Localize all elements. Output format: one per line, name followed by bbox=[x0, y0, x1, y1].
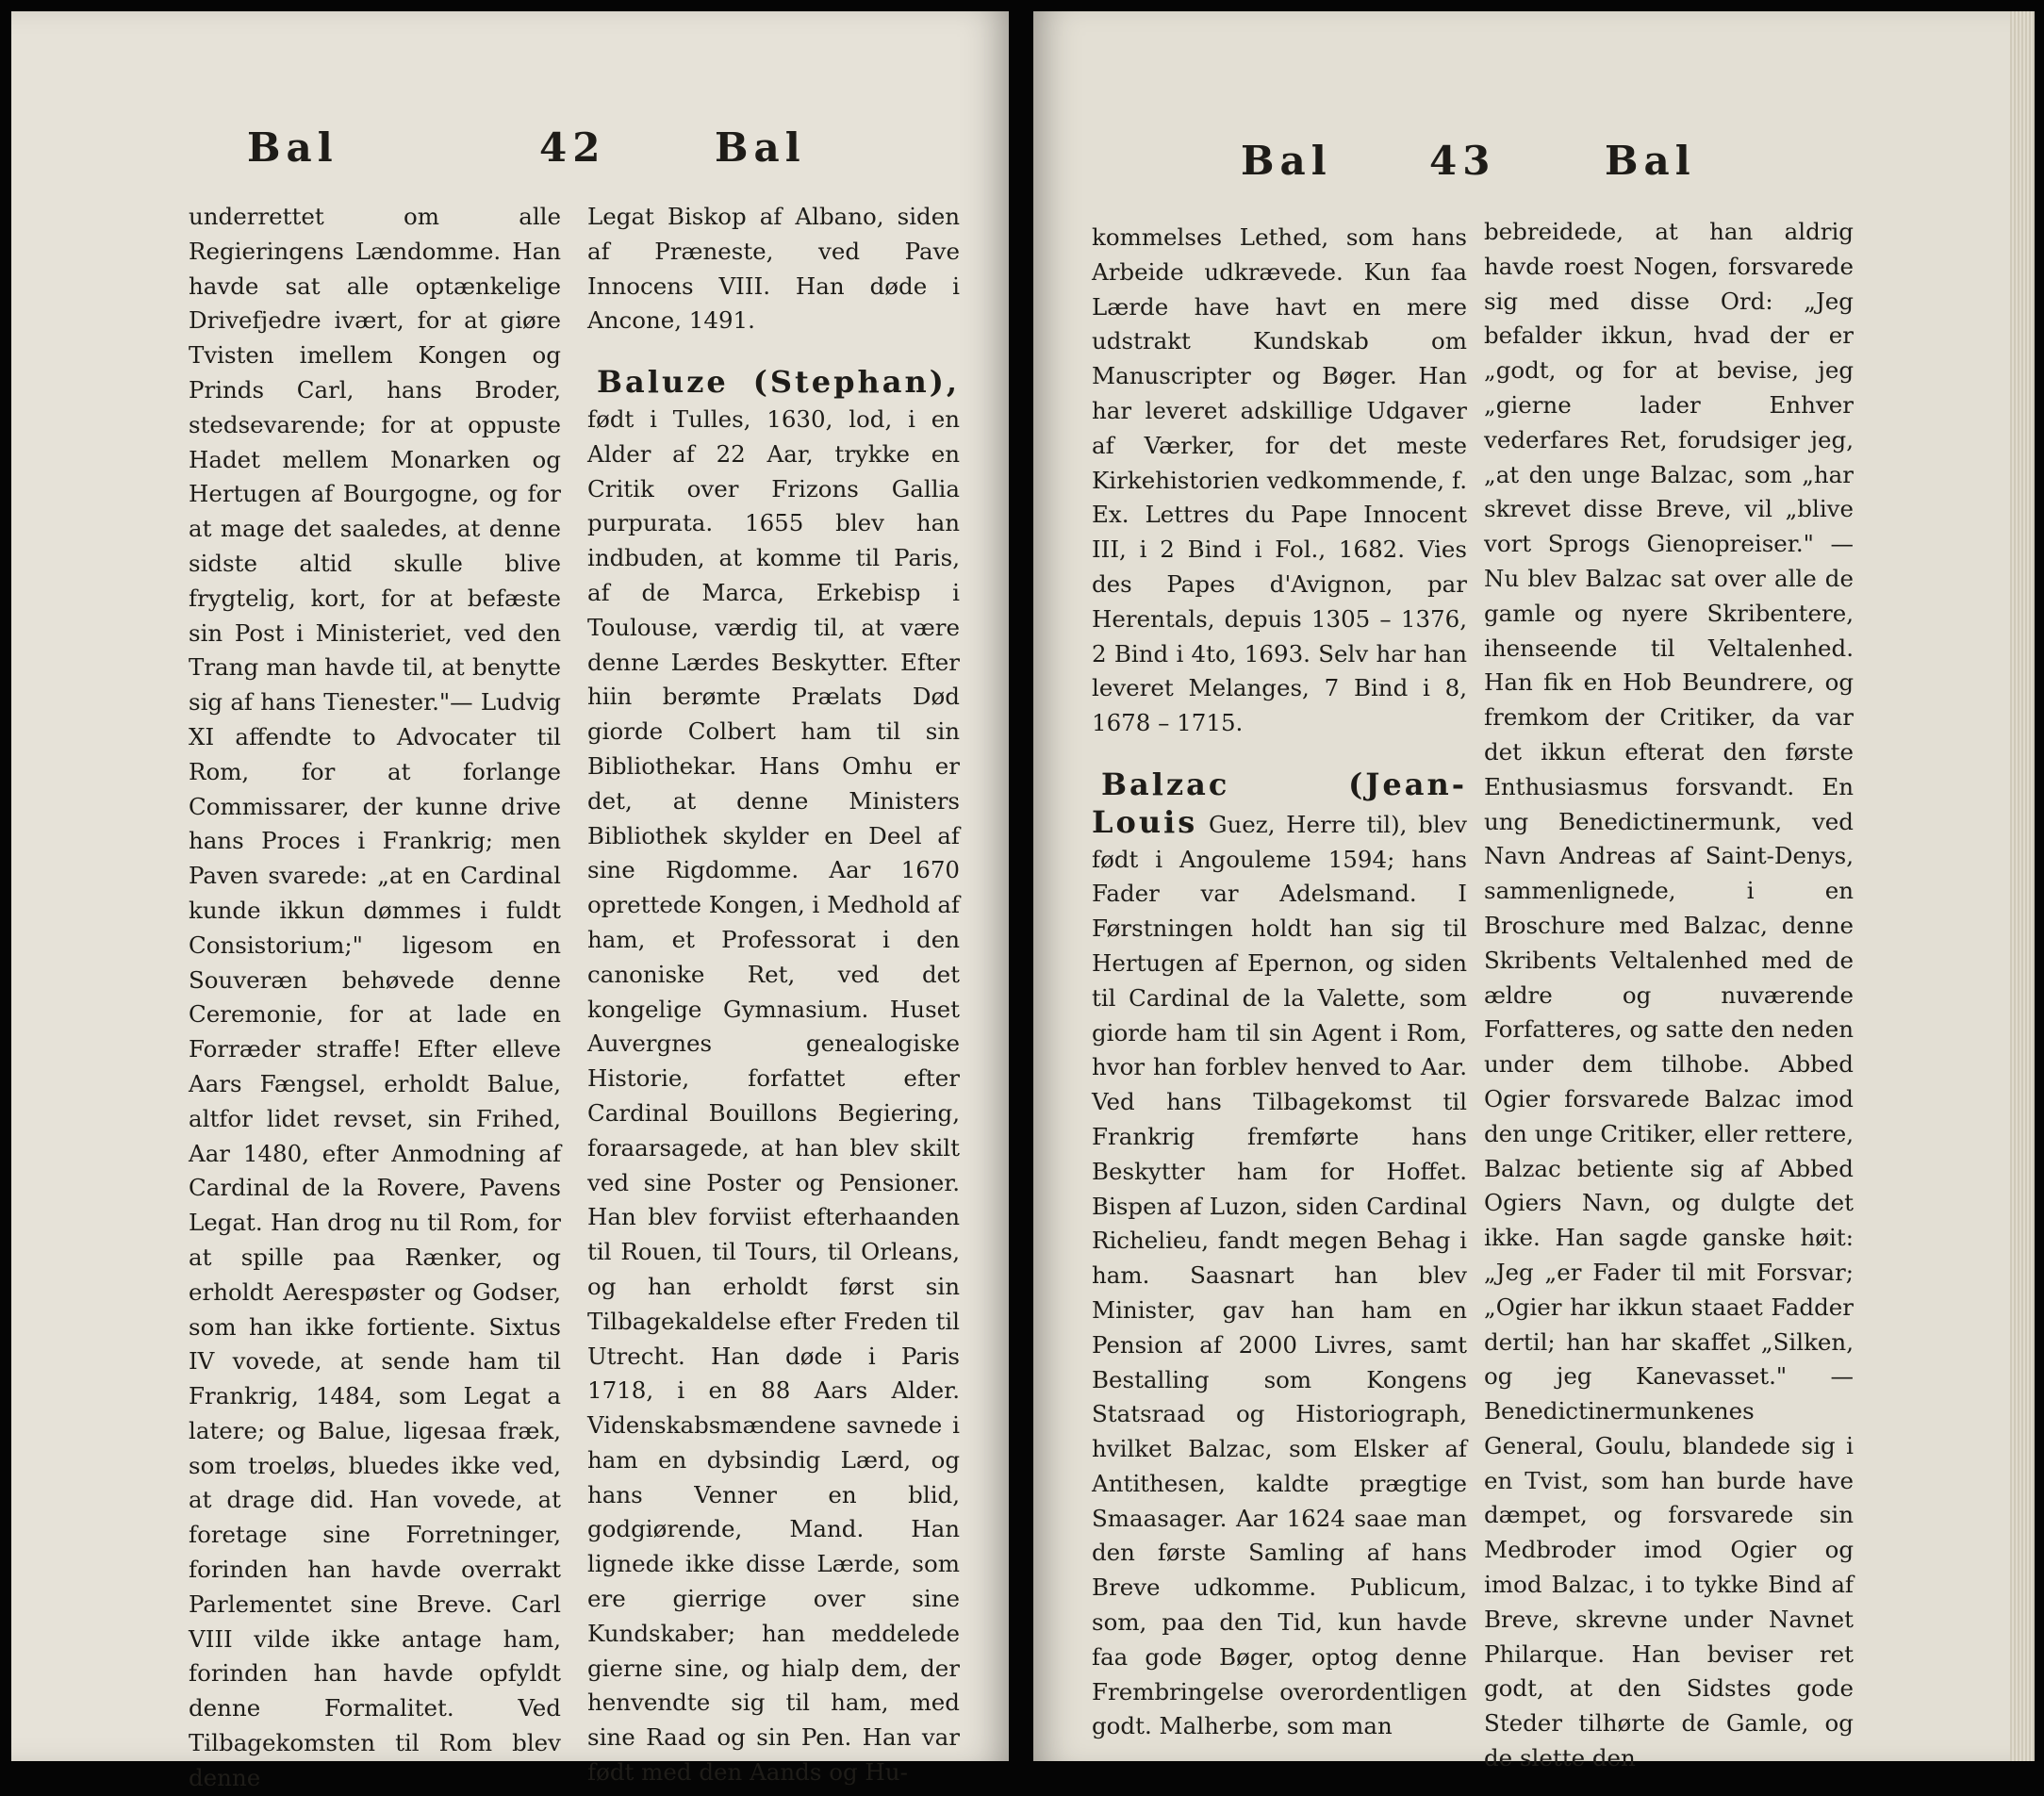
left-col2-intro: Legat Biskop af Albano, siden af Præneste, ved Pave Innocens VIII. Han døde i Ancone, 1491. bbox=[587, 203, 960, 335]
right-column-2 bbox=[1484, 215, 1854, 1776]
left-column-1 bbox=[189, 200, 561, 1796]
right-header-word-right: Bal bbox=[1605, 138, 1696, 184]
left-header-word: Bal bbox=[247, 124, 338, 171]
right-col1-intro: kommelses Lethed, som hans Arbeide udkrævede. Kun faa Lærde have havt en mere udstrakt Kundskab om Manuscripter og Bøger. Han har leveret adskillige Udgaver af Værker, for det meste Kirkehistorien vedkommende, f. Ex. Lettres du Pape Innocent III, i 2 Bind i Fol., 1682. Vies des Papes d'Avignon, par Herentals, depuis 1305 – 1376, 2 Bind i 4to, 1693. Selv har han leveret Melanges, 7 Bind i 8, 1678 – 1715. bbox=[1092, 223, 1467, 737]
entry-balzac-body: Guez, Herre til), blev født i Angouleme 1594; hans Fader var Adelsmand. I Førstningen holdt han sig til Hertugen af Epernon, og siden til Cardinal de la Valette, som giorde ham til sin Agent i Rom, hvor han forblev henved to Aar. Ved hans Tilbagekomst til Frankrig fremførte hans Beskytter ham for Hoffet. Bispen af Luzon, siden Cardinal Richelieu, fandt megen Behag i ham. Saasnart han blev Minister, gav han ham en Pension af 2000 Livres, samt Bestalling som Kongens Statsraad og Historiograph, hvilket Balzac, som Elsker af Antithesen, kaldte prægtige Smaasager. Aar 1624 saae man den første Samling af hans Breve udkomme. Publicum, som, paa den Tid, kun havde faa gode Bøger, optog denne Frembringelse overordentligen godt. Malherbe, som man bbox=[1092, 810, 1467, 1740]
right-running-header bbox=[1033, 138, 2035, 204]
left-running-header bbox=[11, 124, 1009, 190]
right-page bbox=[1033, 11, 2035, 1772]
entry-baluze bbox=[587, 365, 960, 1790]
entry-baluze-body: født i Tulles, 1630, lod, i en Alder af 22 Aar, trykke en Critik over Frizons Gallia purpurata. 1655 blev han indbuden, at komme til Paris, af de Marca, Erkebisp i Toulouse, værdig til, at være denne Lærdes Beskytter. Efter hiin berømte Prælats Død giorde Colbert ham til sin Bibliothekar. Hans Omhu er det, at denne Ministers Bibliothek skylder en Deel af sine Rigdomme. Aar 1670 oprettede Kongen, i Medhold af ham, et Professorat i den canoniske Ret, ved det kongelige Gymnasium. Huset Auvergnes genealogiske Historie, forfattet efter Cardinal Bouillons Begiering, foraarsagede, at han blev skilt ved sine Poster og Pensioner. Han blev forviist efterhaanden til Rouen, til Tours, til Orleans, og han erholdt først sin Tilbagekaldelse efter Freden til Utrecht. Han døde i Paris 1718, i en 88 Aars Alder. Videnskabsmændene savnede i ham en dybsindig Lærd, og hans Venner en blid, godgiørende, Mand. Han lignede ikke disse Lærde, som ere gierrige over sine Kundskaber; han meddelede gierne sine, og hialp dem, der henvendte sig til ham, med sine Raad og sin Pen. Han var født med den Aands og Hu- bbox=[587, 404, 960, 1787]
page-edge bbox=[2010, 11, 2035, 1761]
right-column-1 bbox=[1092, 221, 1467, 1744]
entry-balzac-head: Balzac (Jean-Louis bbox=[1092, 766, 1467, 840]
left-col1-text: underrettet om alle Regieringens Lændomme. Han havde sat alle optænkelige Drivefjedre ivært, for at giøre Tvisten imellem Kongen og Prinds Carl, hans Broder, stedsevarende; for at oppuste Hadet mellem Monarken og Hertugen af Bourgogne, og for at mage det saaledes, at denne sidste altid skulle blive frygtelig, kort, for at befæste sin Post i Ministeriet, ved den Trang man havde til, at benytte sig af hans Tienester."— Ludvig XI affendte to Advocater til Rom, for at forlange Commissarer, der kunne drive hans Proces i Frankrig; men Paven svarede: „at en Cardinal kunde ikkun dømmes i fuldt Consistorium;" ligesom en Souveræn behøvede denne Ceremonie, for at lade en Forræder straffe! Efter elleve Aars Fængsel, erholdt Balue, altfor lidet revset, sin Frihed, Aar 1480, efter Anmodning af Cardinal de la Rovere, Pavens Legat. Han drog nu til Rom, for at spille paa Rænker, og erholdt Aerespøster og Godser, som han ikke fortiente. Sixtus IV vovede, at sende ham til Frankrig, 1484, som Legat a latere; og Balue, ligesaa fræk, som troeløs, bluedes ikke ved, at drage did. Han vovede, at foretage sine Forretninger, forinden han havde overrakt Parlementet sine Breve. Carl VIII vilde ikke antage ham, forinden han havde opfyldt denne Formalitet. Ved Tilbagekomsten til Rom blev denne bbox=[189, 203, 561, 1791]
left-column-2 bbox=[587, 200, 960, 1790]
entry-balzac bbox=[1092, 767, 1467, 1744]
right-col2-text: bebreidede, at han aldrig havde roest Nogen, forsvarede sig med disse Ord: „Jeg befalder ikkun, hvad der er „godt, og for at bevise, jeg „gierne lader Enhver vederfares Ret, forudsiger jeg, „at den unge Balzac, som „har skrevet disse Breve, vil „blive vort Sprogs Gienopreiser." — Nu blev Balzac sat over alle de gamle og nyere Skribentere, ihenseende til Veltalenhed. Han fik en Hob Beundrere, og fremkom der Critiker, da var det ikkun efterat den første Enthusiasmus forsvandt. En ung Benedictinermunk, ved Navn Andreas af Saint-Denys, sammenlignede, i en Broschure med Balzac, denne Skribents Veltalenhed med de ældre og nuværende Forfatteres, og satte den neden under dem tilhobe. Abbed Ogier forsvarede Balzac imod den unge Critiker, eller rettere, Balzac betiente sig af Abbed Ogiers Navn, og dulgte det ikke. Han sagde ganske høit: „Jeg „er Fader til mit Forsvar; „Ogier har ikkun staaet Fadder dertil; han har skaffet „Silken, og jeg Kanevasset." — Benedictinermunkenes General, Goulu, blandede sig i en Tvist, som han burde have dæmpet, og forsvarede sin Medbroder imod Ogier og imod Balzac, i to tykke Bind af Breve, skrevne under Navnet Philarque. Han beviser ret godt, at den Sidstes gode Steder tilhørte de Gamle, og de slette den bbox=[1484, 218, 1854, 1772]
entry-baluze-head: Baluze (Stephan), bbox=[597, 364, 960, 401]
right-header-word: Bal bbox=[1241, 138, 1332, 184]
left-page bbox=[11, 11, 1009, 1791]
left-header-word-right: Bal bbox=[715, 124, 806, 171]
left-page-number: 42 bbox=[539, 124, 606, 171]
right-page-number: 43 bbox=[1429, 138, 1496, 184]
